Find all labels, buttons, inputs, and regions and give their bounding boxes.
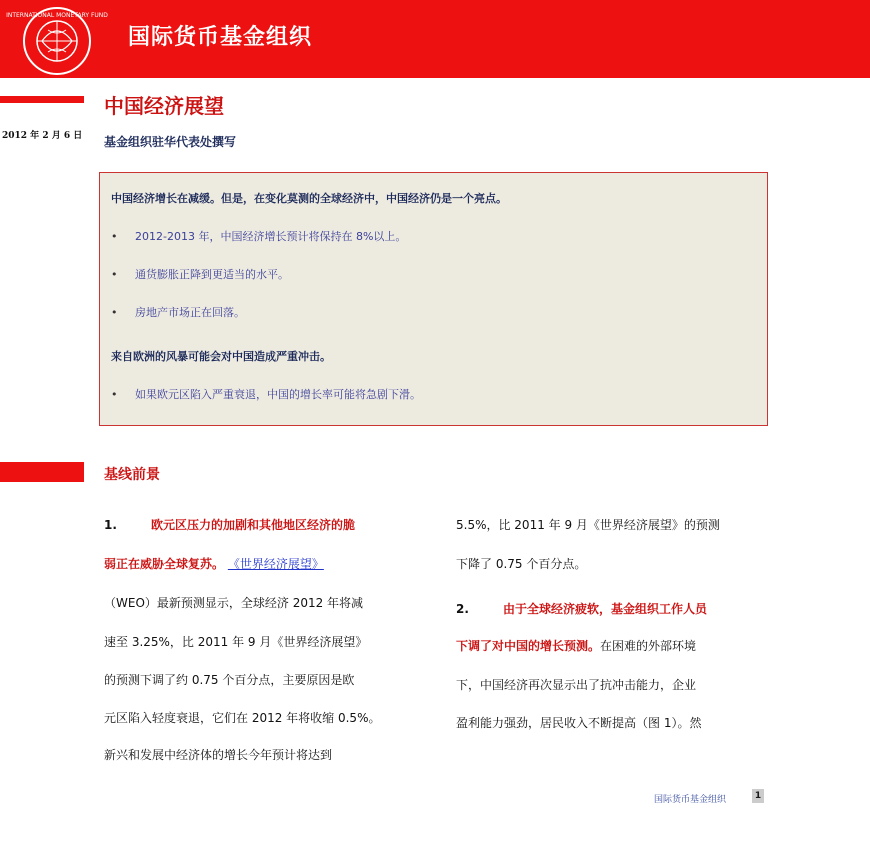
paragraph-1-line: 的预测下调了约 0.75 个百分点，主要原因是欧	[104, 673, 355, 687]
paragraph-2-line: 盈利能力强劲，居民收入不断提高（图 1）。然	[456, 716, 702, 730]
section-title: 基线前景	[104, 467, 160, 483]
author-line: 基金组织驻华代表处撰写	[104, 135, 237, 149]
summary-bullet: • 通货膨胀正降到更适当的水平。	[111, 268, 289, 281]
title-side-bar	[0, 96, 84, 103]
paragraph-number: 2.	[456, 602, 469, 616]
summary-box	[99, 172, 768, 426]
section-side-bar	[0, 462, 84, 482]
paragraph-number: 1.	[104, 518, 117, 532]
paragraph-cont-line: 5.5%，比 2011 年 9 月《世界经济展望》的预测	[456, 518, 720, 532]
paragraph-2-line: 下调了对中国的增长预测。在困难的外部环境	[456, 639, 697, 653]
paragraph-1-line: 速至 3.25%，比 2011 年 9 月《世界经济展望》	[104, 635, 368, 649]
imf-seal-logo	[6, 6, 108, 76]
paragraph-1-line: 新兴和发展中经济体的增长今年预计将达到	[104, 748, 333, 762]
paragraph-1-line: 弱正在威胁全球复苏。 《世界经济展望》	[104, 557, 324, 571]
weo-link[interactable]: 《世界经济展望》	[227, 557, 324, 571]
header-banner	[0, 0, 870, 78]
paragraph-2-line: 2. 由于全球经济疲软，基金组织工作人员	[456, 602, 708, 616]
paragraph-1-line: （WEO）最新预测显示，全球经济 2012 年将减	[104, 596, 364, 610]
org-title: 国际货币基金组织	[128, 24, 313, 50]
page-number: 1	[752, 789, 764, 803]
summary-bullet: • 如果欧元区陷入严重衰退，中国的增长率可能将急剧下滑。	[111, 388, 421, 401]
summary-bullet: • 房地产市场正在回落。	[111, 306, 245, 319]
paragraph-1-line: 1. 欧元区压力的加剧和其他地区经济的脆	[104, 518, 356, 532]
summary-bullet: • 2012-2013 年，中国经济增长预计将保持在 8%以上。	[111, 230, 407, 243]
seal-lettering: INTERNATIONAL MONETARY FUND	[6, 12, 108, 19]
paragraph-1-line: 元区陷入轻度衰退，它们在 2012 年将收缩 0.5%。	[104, 711, 381, 725]
paragraph-2-line: 下，中国经济再次显示出了抗冲击能力，企业	[456, 678, 697, 692]
summary-heading-1: 中国经济增长在减缓。但是，在变化莫测的全球经济中，中国经济仍是一个亮点。	[111, 192, 507, 205]
summary-heading-2: 来自欧洲的风暴可能会对中国造成严重冲击。	[111, 350, 331, 363]
publication-date: 2012 年 2 月 6 日	[2, 131, 83, 141]
page-title: 中国经济展望	[104, 94, 224, 118]
footer-org: 国际货币基金组织	[654, 795, 727, 805]
paragraph-cont-line: 下降了 0.75 个百分点。	[456, 557, 587, 571]
